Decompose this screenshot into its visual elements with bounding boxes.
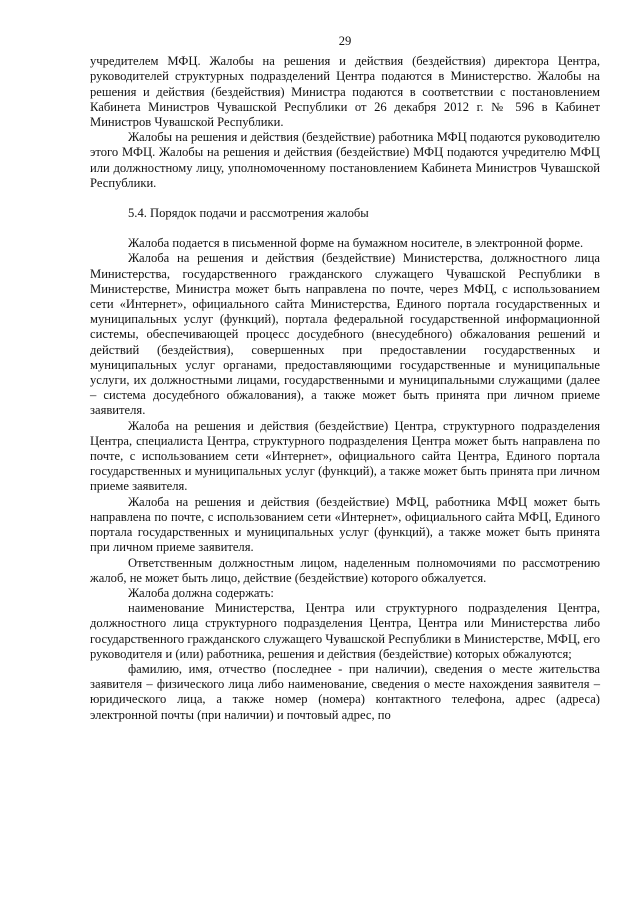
document-page	[90, 34, 600, 723]
section-heading: 5.4. Порядок подачи и рассмотрения жалобы	[128, 206, 369, 221]
paragraph: фамилию, имя, отчество (последнее - при наличии), сведения о месте жительства заявителя – физического лица либо наименование, сведения о месте нахождения заявителя – юридического лица, а также номер (номера) контактного телефона, адрес (адреса) электронной почты (при наличии) и почтовый адрес, по	[90, 661, 600, 722]
page-number: 29	[338, 34, 352, 48]
paragraph: Жалоба на решения и действия (бездействие) Министерства, должностного лица Министерства, государственного гражданского служащего Чувашской Республики в Министерстве, Министра может быть направлена по почте, через МФЦ, с использованием сети «Интернет», официального сайта Министерства, Единого портала государственных и муниципальных услуг (функций), портала федеральной государственной информационной системы, обеспечивающей процесс досудебного (внесудебного) обжалования решений и действий (бездействия), совершенных при предоставлении государственных и муниципальных услуг органами, предоставляющими государственные и муниципальные услуги, их должностными лицами, государственными и муниципальными служащими (далее – система досудебного обжалования), а также может быть принята при личном приеме заявителя.	[90, 251, 600, 418]
paragraph: Жалоба подается в письменной форме на бумажном носителе, в электронной форме.	[128, 236, 584, 251]
paragraph: Жалоба должна содержать:	[128, 585, 274, 600]
paragraph: наименование Министерства, Центра или структурного подразделения Центра, должностного лица структурного подразделения Центра, Центра или Министерства либо государственного гражданского служащего Чувашской Республики в Министерстве, МФЦ, его руководителя и (или) работника, решения и действия (бездействие) которых обжалуются;	[90, 601, 600, 661]
paragraph: Жалоба на решения и действия (бездействие) МФЦ, работника МФЦ может быть направлена по почте, с использованием сети «Интернет», официального сайта МФЦ, Единого портала государственных и муниципальных услуг (функций), а также может быть принята при личном приеме заявителя.	[90, 494, 600, 555]
paragraph: Жалобы на решения и действия (бездействие) работника МФЦ подаются руководителю этого МФЦ. Жалобы на решения и действия (бездействие) МФЦ подаются учредителю МФЦ или должностному лицу, уполномоченному постановлением Кабинета Министров Чувашской Республики.	[90, 130, 600, 190]
paragraph: Ответственным должностным лицом, наделенным полномочиями по рассмотрению жалоб, не может быть лицо, действие (бездействие) которого обжалуется.	[90, 555, 600, 585]
paragraph-continuation: учредителем МФЦ. Жалобы на решения и действия (бездействия) директора Центра, руководителей структурных подразделений Центра подаются в Министерство. Жалобы на решения и действия (бездействия) Министра подаются в соответствии с постановлением Кабинета Министров Чувашской Республики от 26 декабря 2012 г. № 596 в Кабинет Министров Чувашской Республики.	[90, 54, 600, 130]
paragraph: Жалоба на решения и действия (бездействие) Центра, структурного подразделения Центра, специалиста Центра, структурного подразделения Центра может быть направлена по почте, с использованием сети «Интернет», официального сайта Центра, Единого портала государственных и муниципальных услуг (функций), а также может быть принята при личном приеме заявителя.	[90, 418, 600, 494]
